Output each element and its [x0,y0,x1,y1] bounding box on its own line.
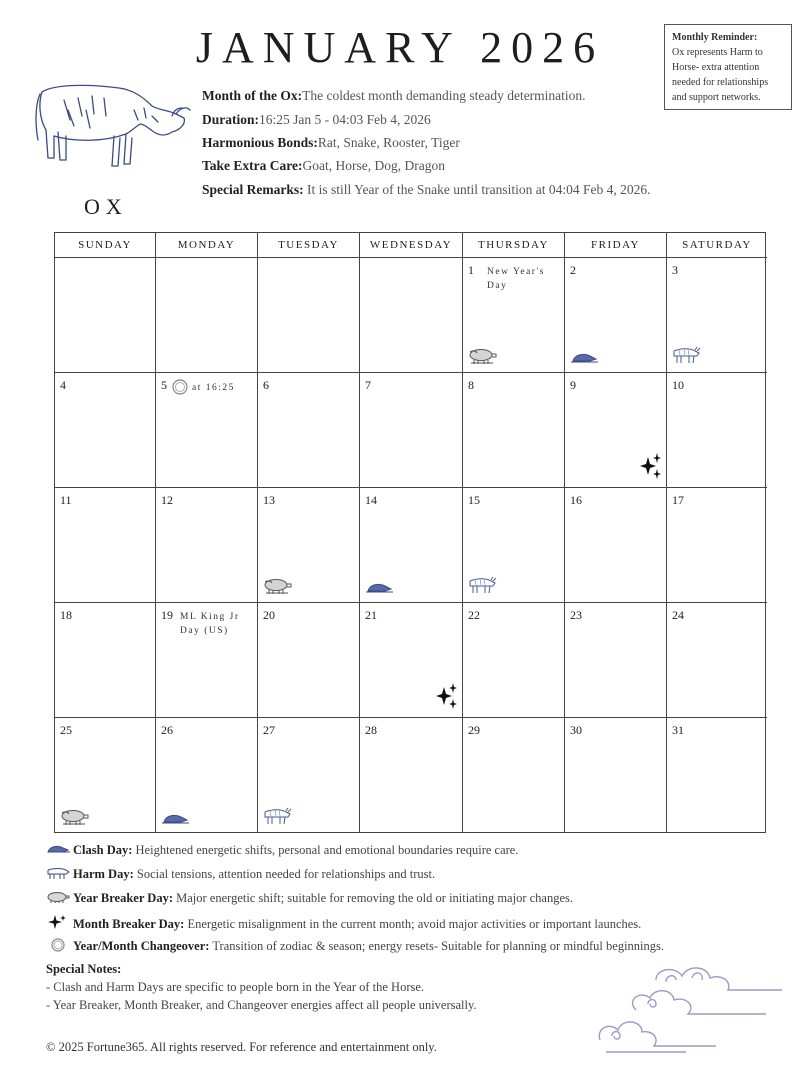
weekday-header: SATURDAY [667,233,767,258]
ox-icon [46,866,70,880]
calendar-day-cell [156,373,258,488]
info-label: Duration: [202,112,259,127]
ox-illustration-icon [34,80,194,180]
weekday-header: THURSDAY [463,233,565,258]
calendar-day-cell [360,373,463,488]
day-number: 15 [468,493,480,507]
legend-label: Month Breaker Day: [73,917,185,931]
day-number: 3 [672,263,678,277]
day-number: 8 [468,378,474,392]
day-number: 22 [468,608,480,622]
pig-icon [467,347,497,369]
calendar-day-cell [55,718,156,833]
calendar-day-cell [463,718,565,833]
calendar-day-cell [667,373,767,488]
calendar-day-cell [667,603,767,718]
calendar-day-cell [667,718,767,833]
reminder-text: Ox represents Harm to Horse- extra attention needed for relationships and support networks. [672,47,769,103]
calendar-day-cell [565,603,667,718]
changeover-icon [172,379,188,399]
holiday-note: New Year's Day [487,267,545,291]
legend-text: Heightened energetic shifts, personal and emotional boundaries require care. [132,843,519,857]
legend-year-breaker [46,890,573,906]
calendar-day-cell [360,258,463,373]
info-text: It is still Year of the Snake until transition at 04:04 Feb 4, 2026. [303,182,651,197]
calendar-day-cell [360,718,463,833]
legend-month-breaker [46,914,641,932]
day-number: 18 [60,608,72,622]
legend-changeover [46,938,664,954]
day-number: 9 [570,378,576,392]
changeover-icon [46,938,70,952]
day-number: 11 [60,493,72,507]
info-special-remarks [202,182,650,198]
info-label: Special Remarks: [202,182,304,197]
legend-label: Clash Day: [73,843,133,857]
sparkle-icon [640,453,664,485]
day-number: 17 [672,493,684,507]
calendar-day-cell [156,603,258,718]
info-text: 16:25 Jan 5 - 04:03 Feb 4, 2026 [259,112,431,127]
legend-label: Harm Day: [73,867,134,881]
calendar-day-cell [258,488,360,603]
weekday-header: MONDAY [156,233,258,258]
day-number: 7 [365,378,371,392]
info-text: The coldest month demanding steady determination. [302,88,586,103]
day-number: 28 [365,723,377,737]
special-note-line: - Clash and Harm Days are specific to people born in the Year of the Horse. [46,980,425,994]
weekday-header: WEDNESDAY [360,233,463,258]
calendar-day-cell [258,258,360,373]
info-harmonious [202,135,460,151]
legend-harm [46,866,435,882]
sparkle-icon [436,683,460,715]
day-number: 25 [60,723,72,737]
ox-icon [467,575,497,599]
day-number: 13 [263,493,275,507]
weekday-header: TUESDAY [258,233,360,258]
calendar-day-cell [360,603,463,718]
legend-clash [46,842,518,858]
calendar-grid [54,232,766,833]
day-number: 26 [161,723,173,737]
zodiac-label: OX [84,194,128,219]
day-number: 27 [263,723,275,737]
page-title: JANUARY 2026 [195,23,605,72]
info-label: Month of the Ox: [202,88,303,103]
day-number: 23 [570,608,582,622]
cloud-decoration-icon [596,960,786,1060]
day-number: 14 [365,493,377,507]
calendar-day-cell [55,258,156,373]
day-number: 20 [263,608,275,622]
rat-icon [364,579,394,599]
weekday-header: SUNDAY [55,233,156,258]
pig-icon [262,577,292,599]
legend-label: Year/Month Changeover: [73,939,210,953]
weekday-header: FRIDAY [565,233,667,258]
calendar-day-cell [156,258,258,373]
calendar-day-cell [156,488,258,603]
calendar-day-cell [360,488,463,603]
day-number: 30 [570,723,582,737]
day-number: 21 [365,608,377,622]
calendar-day-cell [667,258,767,373]
info-extra-care [202,158,445,174]
copyright-footer: © 2025 Fortune365. All rights reserved. For reference and entertainment only. [46,1040,437,1054]
ox-icon [262,806,292,830]
calendar-day-cell [565,718,667,833]
calendar-day-cell [463,488,565,603]
day-number: 16 [570,493,582,507]
legend-text: Transition of zodiac & season; energy resets- Suitable for planning or mindful beginnings. [209,939,665,953]
reminder-title: Monthly Reminder: [672,32,758,43]
calendar-day-cell [55,488,156,603]
legend-text: Major energetic shift; suitable for removing the old or initiating major changes. [172,891,573,905]
calendar-day-cell [258,718,360,833]
rat-icon [46,842,70,856]
legend-label: Year Breaker Day: [73,891,173,905]
info-text: Goat, Horse, Dog, Dragon [302,158,445,173]
legend-text: Social tensions, attention needed for relationships and trust. [133,867,436,881]
info-duration [202,112,431,128]
calendar-day-cell [565,373,667,488]
pig-icon [46,890,70,904]
rat-icon [160,810,190,830]
day-number: 2 [570,263,576,277]
calendar-day-cell [463,258,565,373]
info-text: Rat, Snake, Rooster, Tiger [317,135,460,150]
monthly-reminder-box [664,24,792,110]
calendar-day-cell [565,488,667,603]
changeover-time: at 16:25 [192,383,235,393]
calendar-day-cell [258,603,360,718]
ox-icon [671,345,701,369]
calendar-day-cell [156,718,258,833]
day-number: 19 [161,608,173,622]
calendar-day-cell [55,603,156,718]
day-number: 29 [468,723,480,737]
day-number: 10 [672,378,684,392]
calendar-day-cell [55,373,156,488]
special-note-line: - Year Breaker, Month Breaker, and Changeover energies affect all people universally. [46,998,477,1012]
calendar-day-cell [565,258,667,373]
day-number: 12 [161,493,173,507]
day-number: 5 [161,378,167,392]
day-number: 31 [672,723,684,737]
info-month [202,88,586,104]
rat-icon [569,349,599,369]
day-number: 24 [672,608,684,622]
calendar-day-cell [463,373,565,488]
info-label: Take Extra Care: [202,158,303,173]
calendar-day-cell [463,603,565,718]
legend-text: Energetic misalignment in the current month; avoid major activities or important launches. [184,917,642,931]
day-number: 6 [263,378,269,392]
special-notes-title: Special Notes: [46,962,122,976]
holiday-note: ML King Jr Day (US) [180,612,240,636]
day-number: 1 [468,263,474,277]
pig-icon [59,808,89,830]
calendar-day-cell [258,373,360,488]
sparkle-icon [46,914,70,928]
day-number: 4 [60,378,66,392]
calendar-day-cell [667,488,767,603]
info-label: Harmonious Bonds: [202,135,318,150]
